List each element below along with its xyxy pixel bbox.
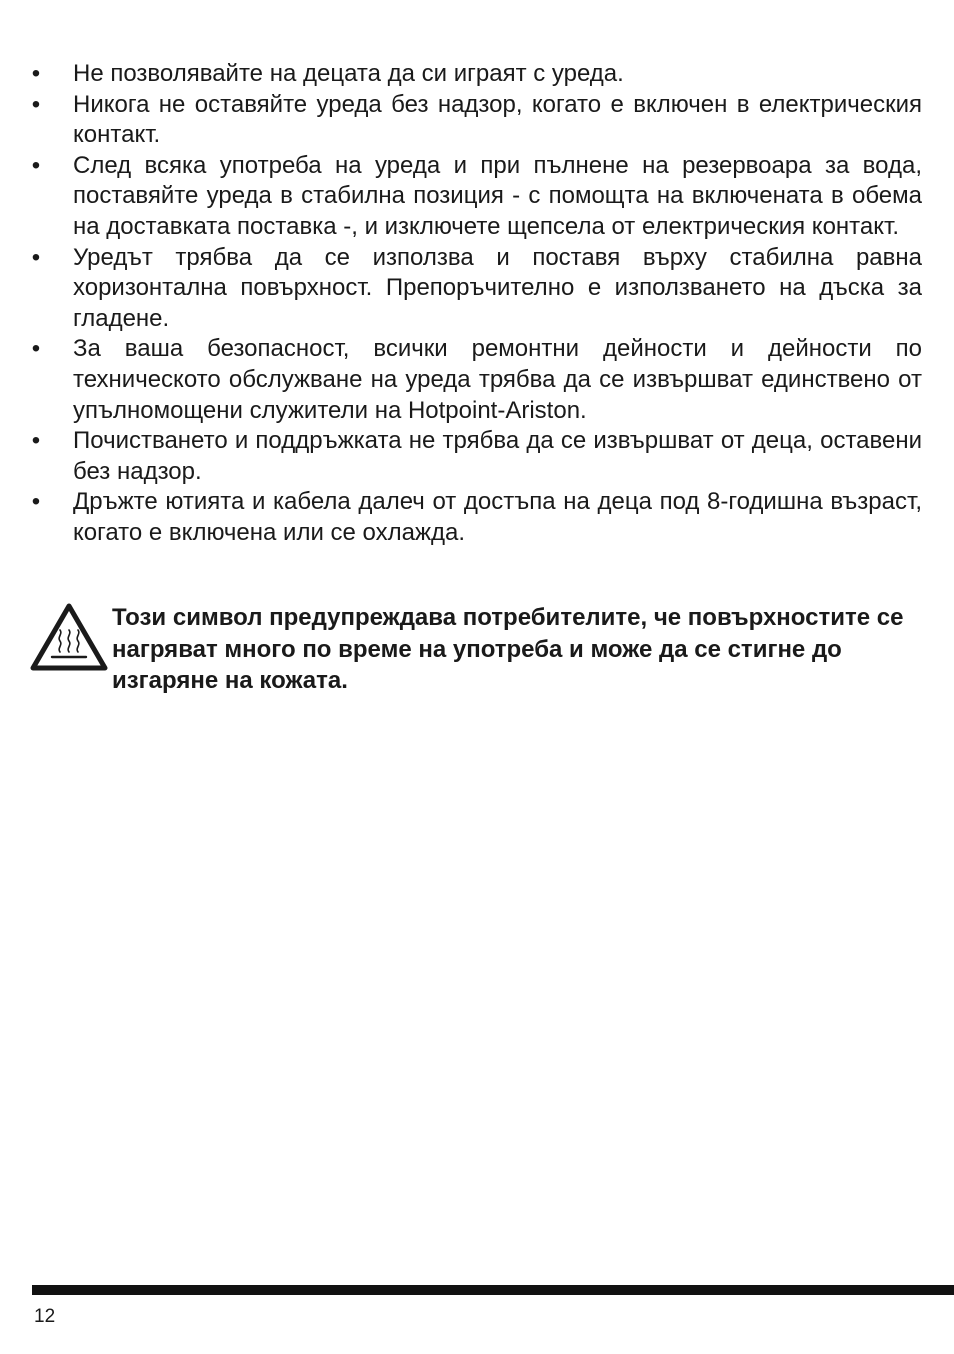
bullet-marker: • xyxy=(31,427,41,455)
list-item-text: За ваша безопасност, всички ремонтни дейности и дейности по техническото обслужване на уреда трябва да се извършват единствено от упълномощени служители на Hotpoint-Ariston. xyxy=(73,335,922,424)
bullet-marker: • xyxy=(31,60,41,87)
page-number: 12 xyxy=(34,1306,56,1327)
list-item xyxy=(30,243,922,335)
list-item-text: Почистването и поддръжката не трябва да се извършват от деца, оставени без надзор. xyxy=(73,427,922,485)
list-item-text: Уредът трябва да се използва и поставя върху стабилна равна хоризонтална повърхност. Препоръчително е използването на дъска за гладене. xyxy=(73,243,922,332)
list-item xyxy=(30,59,922,90)
list-item-text: Никога не оставяйте уреда без надзор, когато е включен в електрическия контакт. xyxy=(73,90,922,149)
list-item-text: Дръжте ютията и кабела далеч от достъпа на деца под 8-годишна възраст, когато е включена или се охлажда. xyxy=(73,488,922,546)
bullet-marker: • xyxy=(31,243,41,271)
warning-text: Този символ предупреждава потребителите, че повърхностите се нагряват много по време на употреба и може да се стигне до изгаряне на кожата. xyxy=(112,604,904,694)
list-item xyxy=(30,151,922,243)
list-item xyxy=(30,487,922,548)
list-item-text: Не позволявайте на децата да си играят с уреда. xyxy=(73,60,624,87)
list-item-text: След всяка употреба на уреда и при пълнене на резервоара за вода, поставяйте уреда в стабилна позиция - с помощта на включената в обема на доставката поставка -, и изключете щепсела от електрическия контакт. xyxy=(73,151,922,240)
bullet-marker: • xyxy=(31,151,41,179)
bullet-marker: • xyxy=(31,488,41,516)
bullet-marker: • xyxy=(31,90,41,118)
footer-divider xyxy=(32,1285,954,1295)
bullet-marker: • xyxy=(31,335,41,363)
list-item xyxy=(30,90,922,151)
safety-instructions-list xyxy=(30,59,922,549)
hot-surface-warning-icon xyxy=(30,602,108,672)
list-item xyxy=(30,426,922,487)
list-item xyxy=(30,334,922,426)
